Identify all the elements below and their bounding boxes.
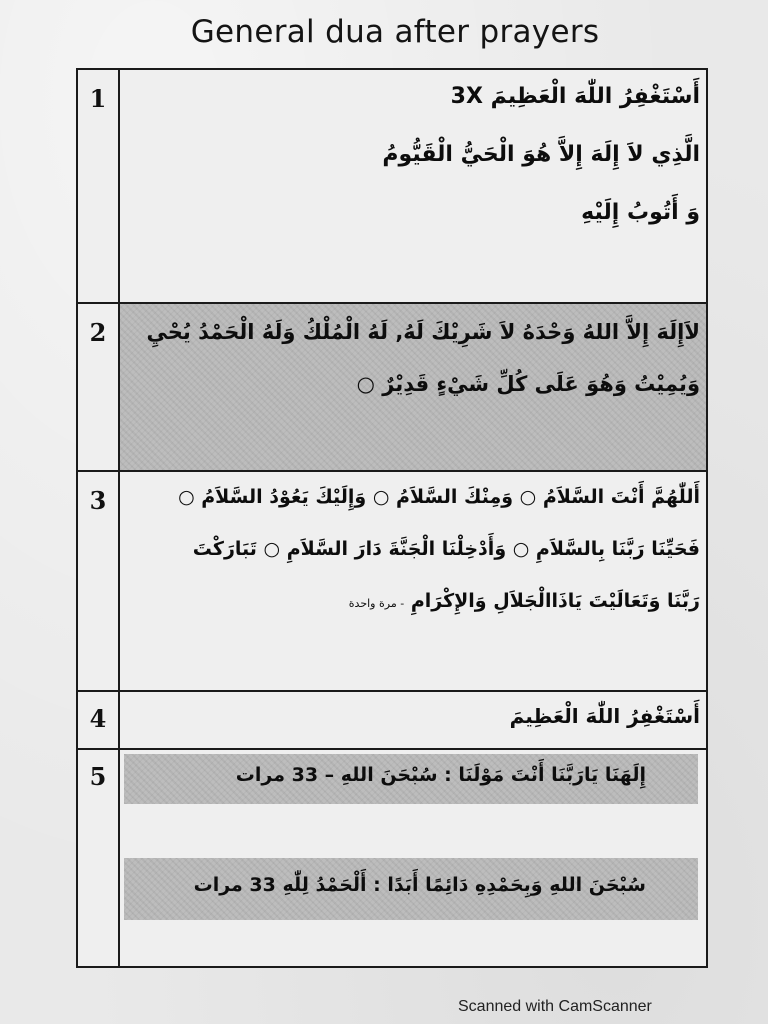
page-title: General dua after prayers	[190, 14, 600, 50]
table-row-3	[78, 472, 706, 692]
dua-line: لاَإِلَهَ إِلاَّ اللهُ وَحْدَهُ لاَ شَرِيْكَ لَهُ, لَهُ الْمُلْكُ وَلَهُ الْحَمْدُ يُحْيِ	[146, 320, 700, 344]
dua-line: أَسْتَغْفِرُ اللّٰهَ الْعَظِيمَ	[509, 704, 700, 728]
row-text	[122, 472, 700, 690]
row-text	[122, 692, 700, 748]
row-number: 4	[89, 704, 107, 733]
table-row-1	[78, 70, 706, 304]
dua-line: سُبْحَنَ اللهِ وَبِحَمْدِهِ دَائِمًا أَبَدًا : أَلْحَمْدُ لِلّٰهِ 33 مرات	[193, 874, 646, 896]
dua-line: أَسْتَغْفِرُ اللّٰهَ الْعَظِيمَ 3X	[450, 84, 700, 109]
row-number: 1	[89, 84, 107, 113]
dua-line: أَللّٰهُمَّ أَنْتَ السَّلاَمُ ○ وَمِنْكَ السَّلاَمُ ○ وَإِلَيْكَ يَعُوْدُ السَّلاَمُ ○	[178, 486, 700, 508]
once-note: - مرة واحدة	[348, 597, 405, 610]
row-text	[122, 304, 700, 470]
dua-text: رَبَّنَا وَتَعَالَيْتَ يَاذَاالْجَلاَلِ وَالإِكْرَامِ	[410, 590, 700, 612]
row-number: 5	[89, 762, 107, 791]
dua-line: وَ أَتُوبُ إِلَيْهِ	[581, 200, 700, 225]
table-row-5	[78, 750, 706, 966]
dua-line: الَّذِي لاَ إِلَهَ إِلاَّ هُوَ الْحَيُّ الْقَيُّومُ	[382, 142, 700, 167]
row-number: 2	[89, 318, 107, 347]
dua-line: فَحَيِّنَا رَبَّنَا بِالسَّلاَمِ ○ وَأَدْخِلْنَا الْجَنَّةَ دَارَ السَّلاَمِ ○ تَبَارَكْتَ	[192, 538, 700, 560]
row-number: 3	[89, 486, 107, 515]
table-row-2	[78, 304, 706, 472]
dua-table	[76, 68, 708, 968]
row-text	[122, 70, 700, 302]
dua-line: إِلَهَنَا يَارَبَّنَا أَنْتَ مَوْلَنَا : سُبْحَنَ اللهِ – 33 مرات	[235, 764, 646, 786]
row-text	[122, 750, 646, 964]
scanner-watermark: Scanned with CamScanner	[458, 998, 652, 1015]
dua-line	[349, 590, 700, 612]
dua-line: وَيُمِيْتُ وَهُوَ عَلَى كُلِّ شَيْءٍ قَدِيْرٌ ○	[356, 372, 700, 396]
table-row-4	[78, 692, 706, 750]
